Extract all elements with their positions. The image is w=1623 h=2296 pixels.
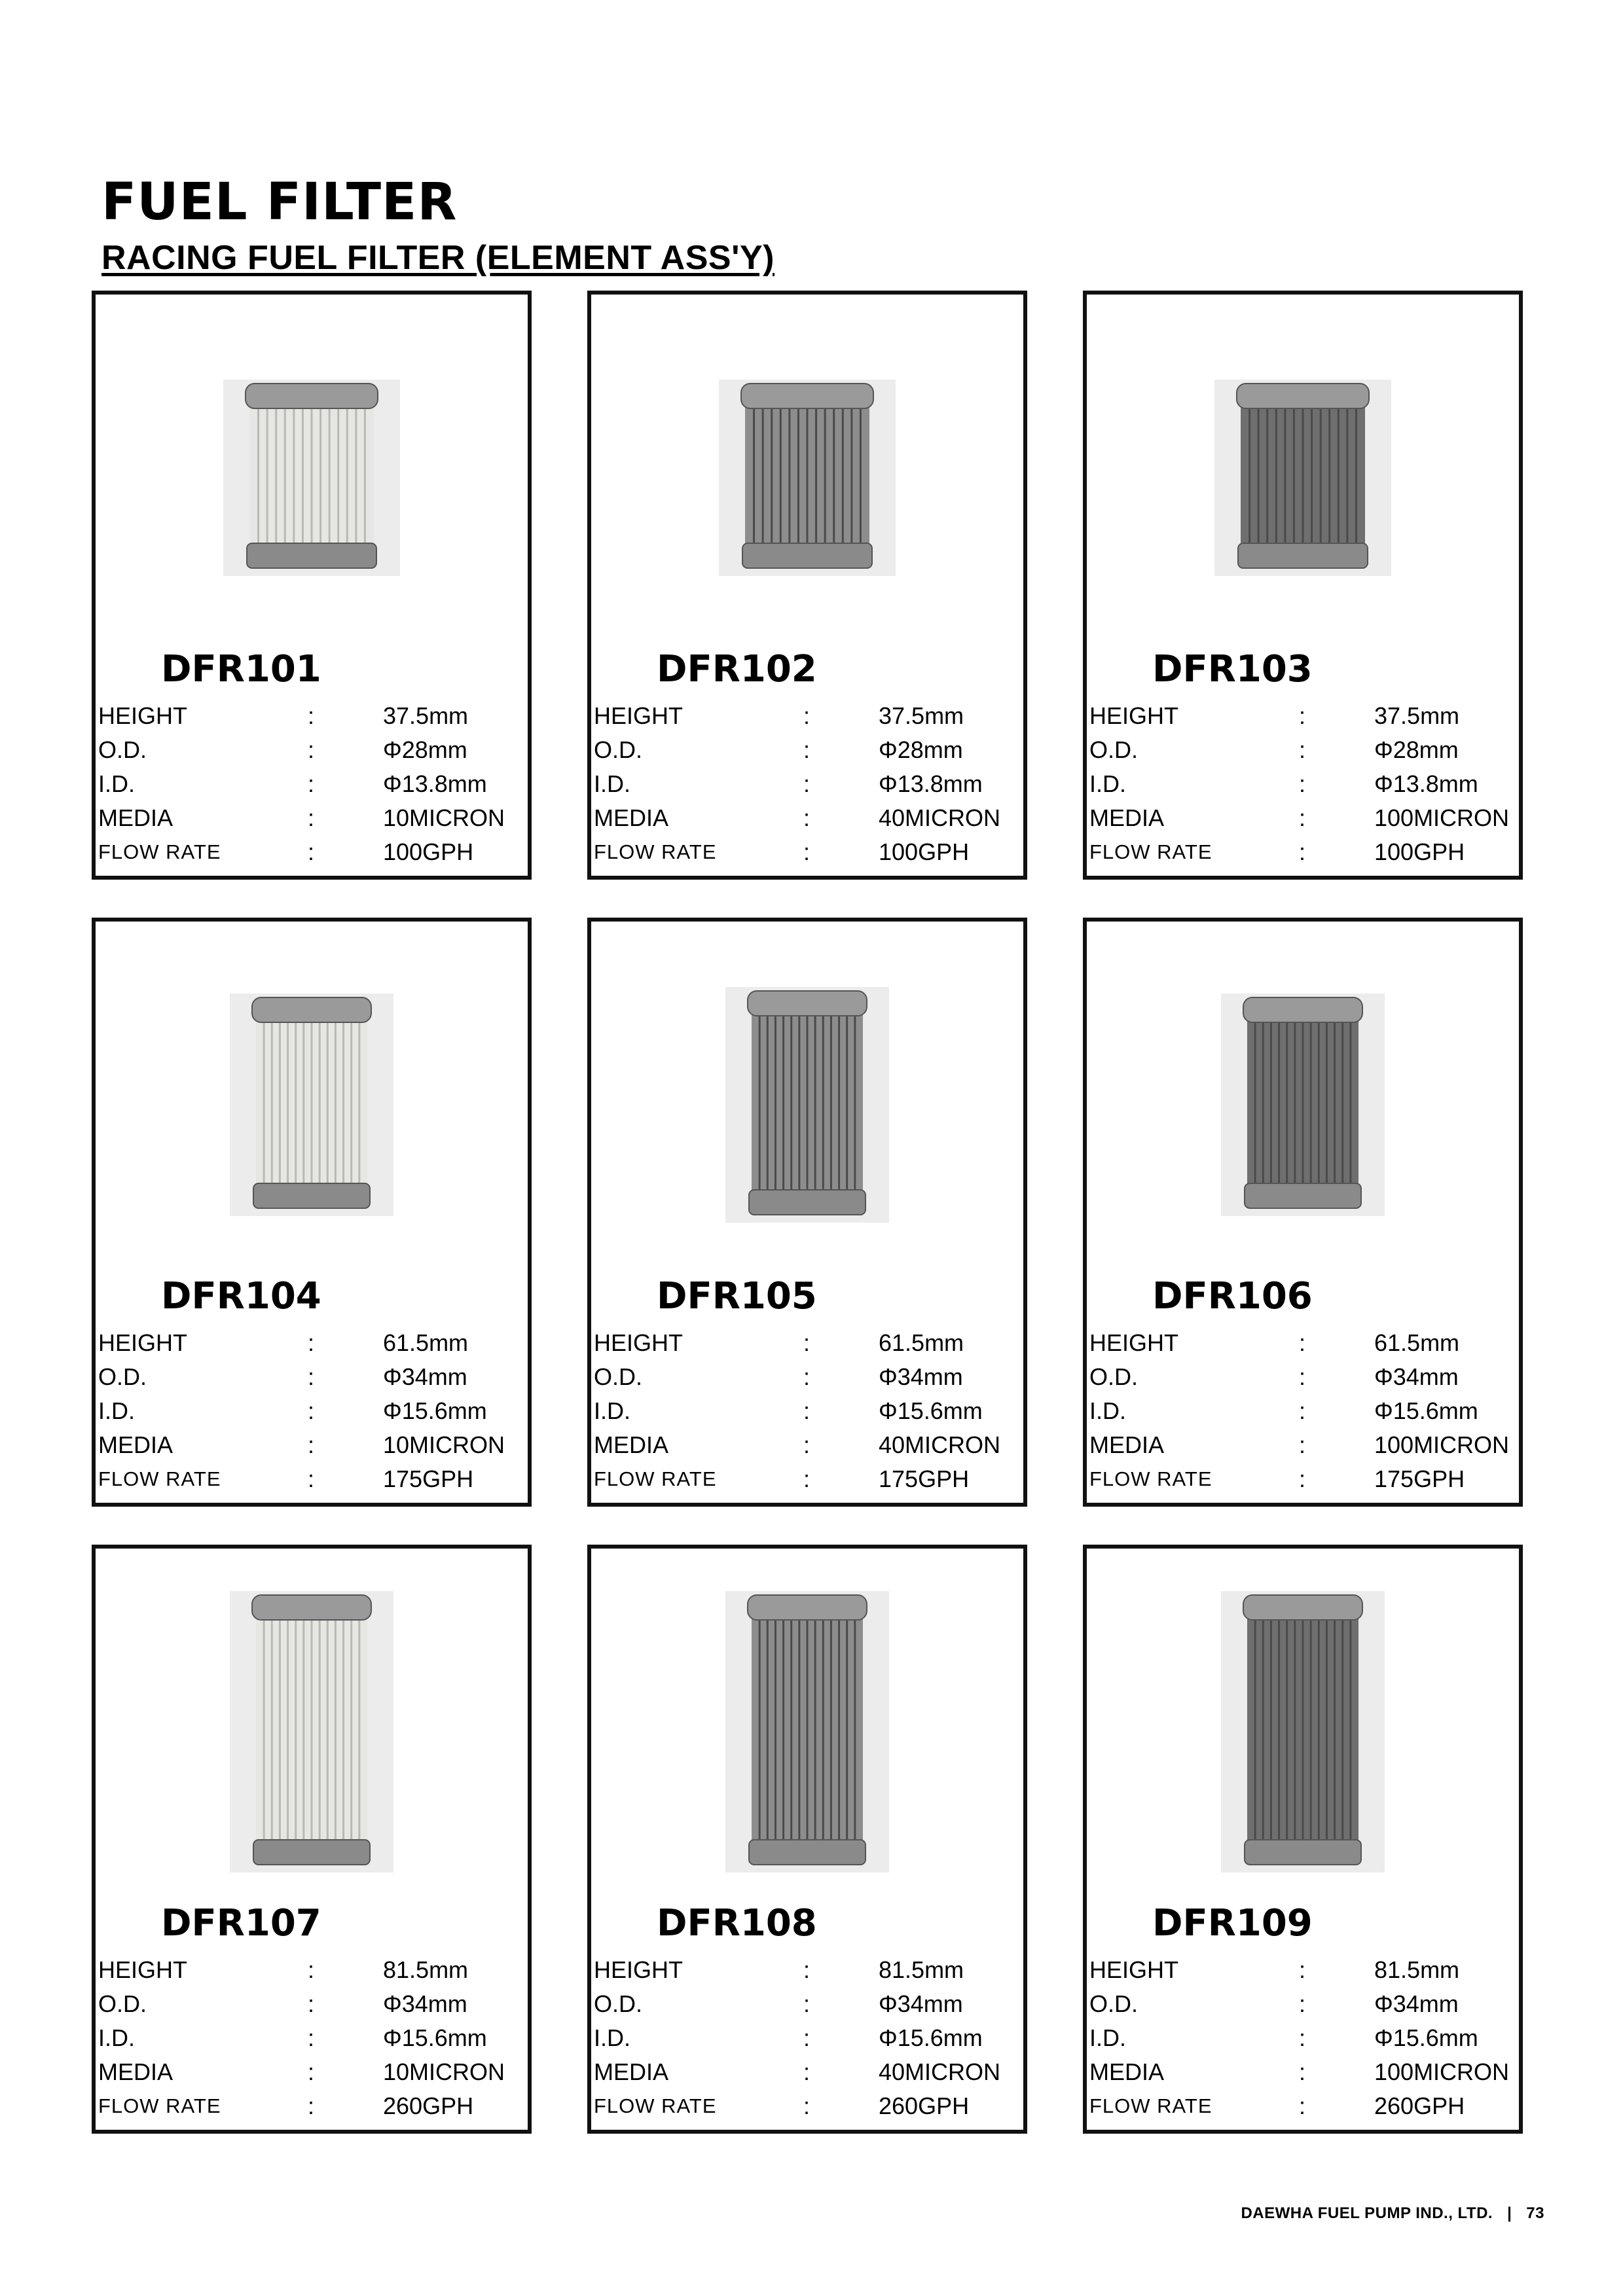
spec-od-label: O.D. — [98, 1363, 147, 1390]
spec-id-value: Φ15.6mm — [383, 2024, 487, 2051]
spec-height-label: HEIGHT — [1089, 702, 1179, 729]
spec-media-row — [1089, 1428, 1519, 1462]
filter-element-image — [725, 987, 889, 1223]
spec-media-separator: : — [803, 2058, 811, 2085]
spec-od-separator: : — [1299, 736, 1306, 763]
filter-element-image — [725, 1591, 889, 1873]
spec-od-label: O.D. — [98, 736, 147, 763]
spec-table — [1089, 1326, 1519, 1496]
spec-id-separator: : — [803, 1397, 811, 1424]
spec-media-value: 10MICRON — [383, 2058, 505, 2085]
page-number: 73 — [1526, 2204, 1544, 2222]
spec-media-separator: : — [308, 2058, 315, 2085]
spec-flow-rate-row — [98, 835, 528, 869]
spec-flow-rate-label: FLOW RATE — [98, 2094, 221, 2117]
spec-media-value: 40MICRON — [879, 1431, 1001, 1458]
spec-od-label: O.D. — [1089, 1363, 1139, 1390]
spec-flow-rate-separator: : — [308, 2092, 315, 2119]
spec-table — [594, 1953, 1023, 2123]
filter-element-image — [223, 380, 400, 576]
spec-height-separator: : — [308, 1956, 315, 1983]
spec-table — [1089, 699, 1519, 869]
spec-height-value: 61.5mm — [879, 1329, 964, 1356]
spec-height-row — [1089, 699, 1519, 733]
spec-od-value: Φ28mm — [879, 736, 963, 763]
spec-media-value: 100MICRON — [1374, 804, 1510, 831]
spec-table — [594, 1326, 1023, 1496]
product-photo-area — [96, 360, 528, 596]
spec-media-separator: : — [1299, 804, 1306, 831]
spec-flow-rate-row — [1089, 835, 1519, 869]
spec-od-row — [98, 733, 528, 767]
footer-company: DAEWHA FUEL PUMP IND., LTD. — [1241, 2204, 1493, 2222]
spec-height-row — [1089, 1953, 1519, 1987]
spec-height-separator: : — [308, 702, 315, 729]
spec-flow-rate-row — [594, 1462, 1023, 1496]
spec-media-separator: : — [803, 804, 811, 831]
spec-height-separator: : — [803, 1329, 811, 1356]
spec-id-row — [594, 2021, 1023, 2055]
spec-od-label: O.D. — [98, 1990, 147, 2017]
spec-flow-rate-value: 260GPH — [383, 2092, 474, 2119]
spec-id-row — [1089, 2021, 1519, 2055]
spec-flow-rate-value: 175GPH — [1374, 1465, 1465, 1492]
spec-od-row — [594, 1360, 1023, 1394]
spec-flow-rate-value: 100GPH — [383, 838, 474, 865]
product-photo-area — [96, 1614, 528, 1850]
spec-id-row — [594, 767, 1023, 801]
product-photo-area — [1087, 987, 1519, 1223]
spec-flow-rate-label: FLOW RATE — [1089, 840, 1213, 863]
spec-height-row — [98, 699, 528, 733]
product-card — [587, 291, 1027, 880]
spec-table — [98, 1953, 528, 2123]
spec-height-label: HEIGHT — [1089, 1329, 1179, 1356]
spec-id-row — [1089, 1394, 1519, 1428]
spec-od-value: Φ34mm — [383, 1990, 467, 2017]
spec-id-label: I.D. — [98, 1397, 136, 1424]
spec-flow-rate-value: 260GPH — [879, 2092, 970, 2119]
spec-od-value: Φ34mm — [383, 1363, 467, 1390]
spec-height-value: 37.5mm — [383, 702, 469, 729]
spec-id-value: Φ15.6mm — [1374, 1397, 1478, 1424]
spec-od-value: Φ34mm — [1374, 1990, 1459, 2017]
spec-id-separator: : — [1299, 1397, 1306, 1424]
spec-id-separator: : — [1299, 2024, 1306, 2051]
filter-element-image — [1221, 994, 1385, 1216]
product-model: DFR104 — [161, 1275, 321, 1318]
spec-media-value: 40MICRON — [879, 804, 1001, 831]
spec-od-separator: : — [308, 1990, 315, 2017]
spec-flow-rate-separator: : — [1299, 838, 1306, 865]
spec-od-separator: : — [1299, 1363, 1306, 1390]
footer-divider: | — [1507, 2204, 1512, 2222]
spec-media-row — [594, 1428, 1023, 1462]
spec-id-value: Φ15.6mm — [879, 1397, 983, 1424]
spec-height-label: HEIGHT — [594, 702, 684, 729]
product-photo-area — [591, 987, 1023, 1223]
spec-flow-rate-value: 260GPH — [1374, 2092, 1465, 2119]
spec-flow-rate-label: FLOW RATE — [594, 2094, 717, 2117]
spec-media-row — [98, 801, 528, 835]
spec-od-value: Φ34mm — [1374, 1363, 1459, 1390]
product-card — [587, 1545, 1027, 2134]
spec-flow-rate-separator: : — [803, 838, 811, 865]
spec-media-row — [1089, 2055, 1519, 2089]
product-card — [92, 291, 532, 880]
spec-od-value: Φ34mm — [879, 1363, 963, 1390]
spec-height-value: 81.5mm — [383, 1956, 469, 1983]
spec-media-value: 100MICRON — [1374, 2058, 1510, 2085]
page-title: FUEL FILTER — [101, 173, 458, 232]
spec-height-label: HEIGHT — [98, 1329, 188, 1356]
spec-od-row — [98, 1987, 528, 2021]
spec-od-separator: : — [1299, 1990, 1306, 2017]
spec-height-label: HEIGHT — [1089, 1956, 1179, 1983]
spec-height-value: 37.5mm — [879, 702, 964, 729]
spec-media-value: 100MICRON — [1374, 1431, 1510, 1458]
spec-od-value: Φ28mm — [1374, 736, 1459, 763]
page-footer — [1241, 2204, 1544, 2223]
spec-flow-rate-label: FLOW RATE — [98, 840, 221, 863]
spec-od-row — [594, 733, 1023, 767]
product-model: DFR109 — [1152, 1902, 1313, 1945]
spec-flow-rate-label: FLOW RATE — [1089, 2094, 1213, 2117]
spec-media-separator: : — [308, 1431, 315, 1458]
spec-id-label: I.D. — [98, 2024, 136, 2051]
spec-id-row — [98, 1394, 528, 1428]
spec-media-label: MEDIA — [594, 2058, 669, 2085]
spec-id-value: Φ13.8mm — [1374, 770, 1478, 797]
product-card — [587, 918, 1027, 1507]
spec-flow-rate-value: 175GPH — [383, 1465, 474, 1492]
product-card — [1083, 291, 1523, 880]
spec-table — [594, 699, 1023, 869]
spec-flow-rate-separator: : — [803, 1465, 811, 1492]
spec-media-row — [98, 2055, 528, 2089]
spec-od-label: O.D. — [1089, 736, 1139, 763]
spec-media-value: 40MICRON — [879, 2058, 1001, 2085]
product-card — [1083, 918, 1523, 1507]
spec-od-row — [98, 1360, 528, 1394]
spec-height-row — [594, 699, 1023, 733]
spec-flow-rate-label: FLOW RATE — [594, 1467, 717, 1490]
spec-od-label: O.D. — [594, 736, 643, 763]
spec-id-label: I.D. — [1089, 2024, 1127, 2051]
spec-media-separator: : — [308, 804, 315, 831]
spec-id-separator: : — [803, 770, 811, 797]
spec-od-row — [1089, 1987, 1519, 2021]
spec-media-separator: : — [1299, 1431, 1306, 1458]
spec-id-value: Φ13.8mm — [879, 770, 983, 797]
spec-flow-rate-value: 100GPH — [879, 838, 970, 865]
product-card — [1083, 1545, 1523, 2134]
spec-id-separator: : — [308, 1397, 315, 1424]
product-photo-area — [591, 360, 1023, 596]
spec-od-separator: : — [803, 1990, 811, 2017]
spec-height-value: 81.5mm — [1374, 1956, 1460, 1983]
spec-flow-rate-separator: : — [1299, 1465, 1306, 1492]
spec-media-row — [98, 1428, 528, 1462]
spec-id-label: I.D. — [594, 1397, 631, 1424]
spec-od-row — [594, 1987, 1023, 2021]
spec-height-value: 61.5mm — [1374, 1329, 1460, 1356]
spec-od-value: Φ34mm — [879, 1990, 963, 2017]
filter-element-image — [1221, 1591, 1385, 1873]
spec-od-separator: : — [308, 1363, 315, 1390]
spec-od-row — [1089, 733, 1519, 767]
spec-flow-rate-label: FLOW RATE — [1089, 1467, 1213, 1490]
spec-flow-rate-row — [594, 2089, 1023, 2123]
spec-table — [1089, 1953, 1519, 2123]
page-subtitle: RACING FUEL FILTER (ELEMENT ASS'Y) — [101, 239, 775, 277]
spec-flow-rate-row — [1089, 2089, 1519, 2123]
spec-flow-rate-row — [98, 2089, 528, 2123]
spec-id-value: Φ13.8mm — [383, 770, 487, 797]
spec-flow-rate-label: FLOW RATE — [98, 1467, 221, 1490]
product-model: DFR108 — [657, 1902, 817, 1945]
spec-height-label: HEIGHT — [594, 1329, 684, 1356]
filter-element-image — [230, 1591, 393, 1873]
spec-od-separator: : — [803, 1363, 811, 1390]
spec-height-separator: : — [803, 702, 811, 729]
spec-media-label: MEDIA — [1089, 1431, 1165, 1458]
spec-flow-rate-value: 100GPH — [1374, 838, 1465, 865]
spec-id-row — [98, 2021, 528, 2055]
product-model: DFR103 — [1152, 648, 1313, 691]
filter-element-image — [230, 994, 393, 1216]
spec-height-label: HEIGHT — [594, 1956, 684, 1983]
spec-id-row — [98, 767, 528, 801]
spec-od-separator: : — [803, 736, 811, 763]
spec-height-value: 37.5mm — [1374, 702, 1460, 729]
spec-id-row — [1089, 767, 1519, 801]
spec-media-separator: : — [1299, 2058, 1306, 2085]
spec-flow-rate-separator: : — [803, 2092, 811, 2119]
spec-height-row — [98, 1326, 528, 1360]
spec-height-row — [594, 1953, 1023, 1987]
spec-media-value: 10MICRON — [383, 804, 505, 831]
spec-height-separator: : — [308, 1329, 315, 1356]
spec-od-separator: : — [308, 736, 315, 763]
filter-element-image — [719, 380, 896, 576]
product-photo-area — [1087, 1614, 1519, 1850]
spec-media-separator: : — [803, 1431, 811, 1458]
spec-media-label: MEDIA — [1089, 804, 1165, 831]
spec-media-label: MEDIA — [594, 1431, 669, 1458]
spec-id-separator: : — [308, 770, 315, 797]
spec-height-separator: : — [1299, 1956, 1306, 1983]
spec-media-row — [1089, 801, 1519, 835]
spec-media-row — [594, 801, 1023, 835]
spec-id-label: I.D. — [594, 770, 631, 797]
spec-id-label: I.D. — [1089, 1397, 1127, 1424]
product-model: DFR107 — [161, 1902, 321, 1945]
spec-height-row — [1089, 1326, 1519, 1360]
filter-element-image — [1214, 380, 1391, 576]
spec-flow-rate-value: 175GPH — [879, 1465, 970, 1492]
spec-flow-rate-separator: : — [1299, 2092, 1306, 2119]
spec-od-label: O.D. — [594, 1990, 643, 2017]
spec-height-row — [594, 1326, 1023, 1360]
product-model: DFR102 — [657, 648, 817, 691]
product-model: DFR105 — [657, 1275, 817, 1318]
spec-media-label: MEDIA — [594, 804, 669, 831]
spec-od-label: O.D. — [594, 1363, 643, 1390]
spec-table — [98, 1326, 528, 1496]
spec-flow-rate-separator: : — [308, 838, 315, 865]
spec-height-separator: : — [1299, 702, 1306, 729]
product-photo-area — [96, 987, 528, 1223]
spec-height-value: 81.5mm — [879, 1956, 964, 1983]
spec-media-label: MEDIA — [98, 2058, 173, 2085]
spec-id-label: I.D. — [594, 2024, 631, 2051]
spec-media-row — [594, 2055, 1023, 2089]
spec-id-separator: : — [1299, 770, 1306, 797]
spec-flow-rate-separator: : — [308, 1465, 315, 1492]
spec-od-value: Φ28mm — [383, 736, 467, 763]
product-model: DFR101 — [161, 648, 321, 691]
spec-height-separator: : — [1299, 1329, 1306, 1356]
spec-height-row — [98, 1953, 528, 1987]
spec-media-label: MEDIA — [98, 804, 173, 831]
spec-od-row — [1089, 1360, 1519, 1394]
spec-id-row — [594, 1394, 1023, 1428]
spec-height-value: 61.5mm — [383, 1329, 469, 1356]
spec-id-value: Φ15.6mm — [383, 1397, 487, 1424]
spec-id-label: I.D. — [1089, 770, 1127, 797]
product-photo-area — [591, 1614, 1023, 1850]
spec-media-label: MEDIA — [98, 1431, 173, 1458]
product-photo-area — [1087, 360, 1519, 596]
spec-id-value: Φ15.6mm — [879, 2024, 983, 2051]
spec-od-label: O.D. — [1089, 1990, 1139, 2017]
spec-height-separator: : — [803, 1956, 811, 1983]
spec-id-value: Φ15.6mm — [1374, 2024, 1478, 2051]
spec-flow-rate-row — [594, 835, 1023, 869]
spec-height-label: HEIGHT — [98, 1956, 188, 1983]
spec-media-value: 10MICRON — [383, 1431, 505, 1458]
product-model: DFR106 — [1152, 1275, 1313, 1318]
spec-id-separator: : — [803, 2024, 811, 2051]
product-card — [92, 918, 532, 1507]
product-card — [92, 1545, 532, 2134]
spec-flow-rate-row — [98, 1462, 528, 1496]
spec-flow-rate-label: FLOW RATE — [594, 840, 717, 863]
spec-media-label: MEDIA — [1089, 2058, 1165, 2085]
spec-height-label: HEIGHT — [98, 702, 188, 729]
spec-flow-rate-row — [1089, 1462, 1519, 1496]
spec-id-separator: : — [308, 2024, 315, 2051]
spec-id-label: I.D. — [98, 770, 136, 797]
spec-table — [98, 699, 528, 869]
